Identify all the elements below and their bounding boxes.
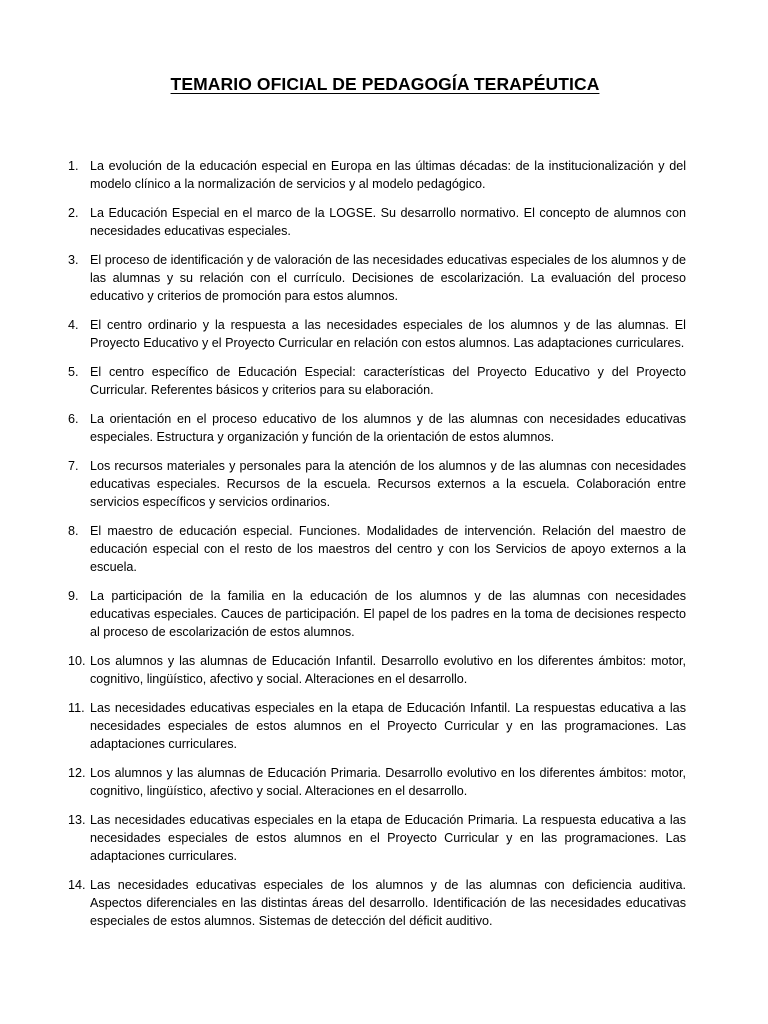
topic-text: Las necesidades educativas especiales de los alumnos y de las alumnas con deficiencia auditiva. Aspectos diferenciales en las distintas áreas del desarrollo. Identificación de las necesidades educativas especiales de estos alumnos. Sistemas de detección del déficit auditivo. [90, 878, 686, 929]
list-item [68, 811, 686, 866]
topic-text: La Educación Especial en el marco de la LOGSE. Su desarrollo normativo. El concepto de alumnos con necesidades educativas especiales. [90, 205, 686, 239]
topic-text: El proceso de identificación y de valoración de las necesidades educativas especiales de los alumnos y de las alumnas y su relación con el currículo. Decisiones de escolarización. La evaluación del proceso educativo y criterios de promoción para estos alumnos. [90, 252, 686, 304]
page-title: TEMARIO OFICIAL DE PEDAGOGÍA TERAPÉUTICA [170, 74, 600, 94]
topic-text: Los recursos materiales y personales para la atención de los alumnos y de las alumnas con necesidades educativas especiales. Recursos de la escuela. Recursos externos a la escuela. Colaboración entre servicios específicos y servicios ordinarios. [90, 458, 686, 510]
topic-number: 14. [68, 878, 86, 892]
list-item [68, 764, 686, 800]
topic-text: Las necesidades educativas especiales en la etapa de Educación Infantil. La respuestas educativa a las necesidades especiales de estos alumnos en el Proyecto Curricular y en las programaciones. Las adaptaciones curriculares. [90, 700, 686, 752]
list-item [68, 251, 686, 306]
topic-number: 3. [68, 252, 79, 267]
topic-text: El centro específico de Educación Especial: características del Proyecto Educativo y del Proyecto Curricular. Referentes básicos y criterios para su elaboración. [90, 364, 686, 398]
topic-number: 8. [68, 523, 79, 538]
topic-number: 12. [68, 765, 86, 780]
topic-text: El maestro de educación especial. Funciones. Modalidades de intervención. Relación del maestro de educación especial con el resto de los maestros del centro y con los Servicios de apoyo externos a la escuela. [90, 523, 686, 575]
topic-number: 7. [68, 458, 79, 473]
topic-number: 10. [68, 653, 86, 668]
topic-number: 2. [68, 205, 79, 220]
topic-number: 6. [68, 411, 79, 426]
topic-list [68, 157, 686, 931]
topic-text: Los alumnos y las alumnas de Educación Primaria. Desarrollo evolutivo en los diferentes ámbitos: motor, cognitivo, lingüístico, afectivo y social. Alteraciones en el desarrollo. [90, 765, 686, 799]
topic-number: 4. [68, 317, 79, 332]
list-item [68, 587, 686, 642]
list-item [68, 876, 686, 931]
list-item [68, 699, 686, 754]
topic-text: La orientación en el proceso educativo de los alumnos y de las alumnas con necesidades educativas especiales. Estructura y organización y función de la orientación de estos alumnos. [90, 411, 686, 444]
list-item [68, 363, 686, 399]
topic-number: 9. [68, 588, 79, 603]
topic-text: El centro ordinario y la respuesta a las necesidades especiales de los alumnos y de las alumnas. El Proyecto Educativo y el Proyecto Curricular en relación con estos alumnos. Las adaptaciones curriculares. [90, 317, 686, 351]
list-item [68, 457, 686, 512]
list-item [68, 522, 686, 577]
topic-text: Los alumnos y las alumnas de Educación Infantil. Desarrollo evolutivo en los diferentes ámbitos: motor, cognitivo, lingüístico, afectivo y social. Alteraciones en el desarrollo. [90, 653, 686, 687]
list-item [68, 652, 686, 688]
topic-text: La evolución de la educación especial en Europa en las últimas décadas: de la institucionalización y del modelo clínico a la normalización de servicios y al modelo pedagógico. [90, 159, 686, 192]
list-item [68, 157, 686, 193]
topic-number: 11. [68, 700, 85, 715]
list-item [68, 410, 686, 446]
topic-text: Las necesidades educativas especiales en la etapa de Educación Primaria. La respuesta educativa a las necesidades especiales de estos alumnos en el Proyecto Curricular y en las programaciones. Las adaptaciones curriculares. [90, 812, 686, 864]
topic-number: 5. [68, 364, 79, 379]
list-item [68, 316, 686, 352]
topic-number: 1. [68, 159, 79, 173]
topic-number: 13. [68, 812, 86, 827]
topic-text: La participación de la familia en la educación de los alumnos y de las alumnas con necesidades educativas especiales. Cauces de participación. El papel de los padres en la toma de decisiones respecto al proceso de escolarización de estos alumnos. [90, 588, 686, 640]
list-item [68, 204, 686, 240]
